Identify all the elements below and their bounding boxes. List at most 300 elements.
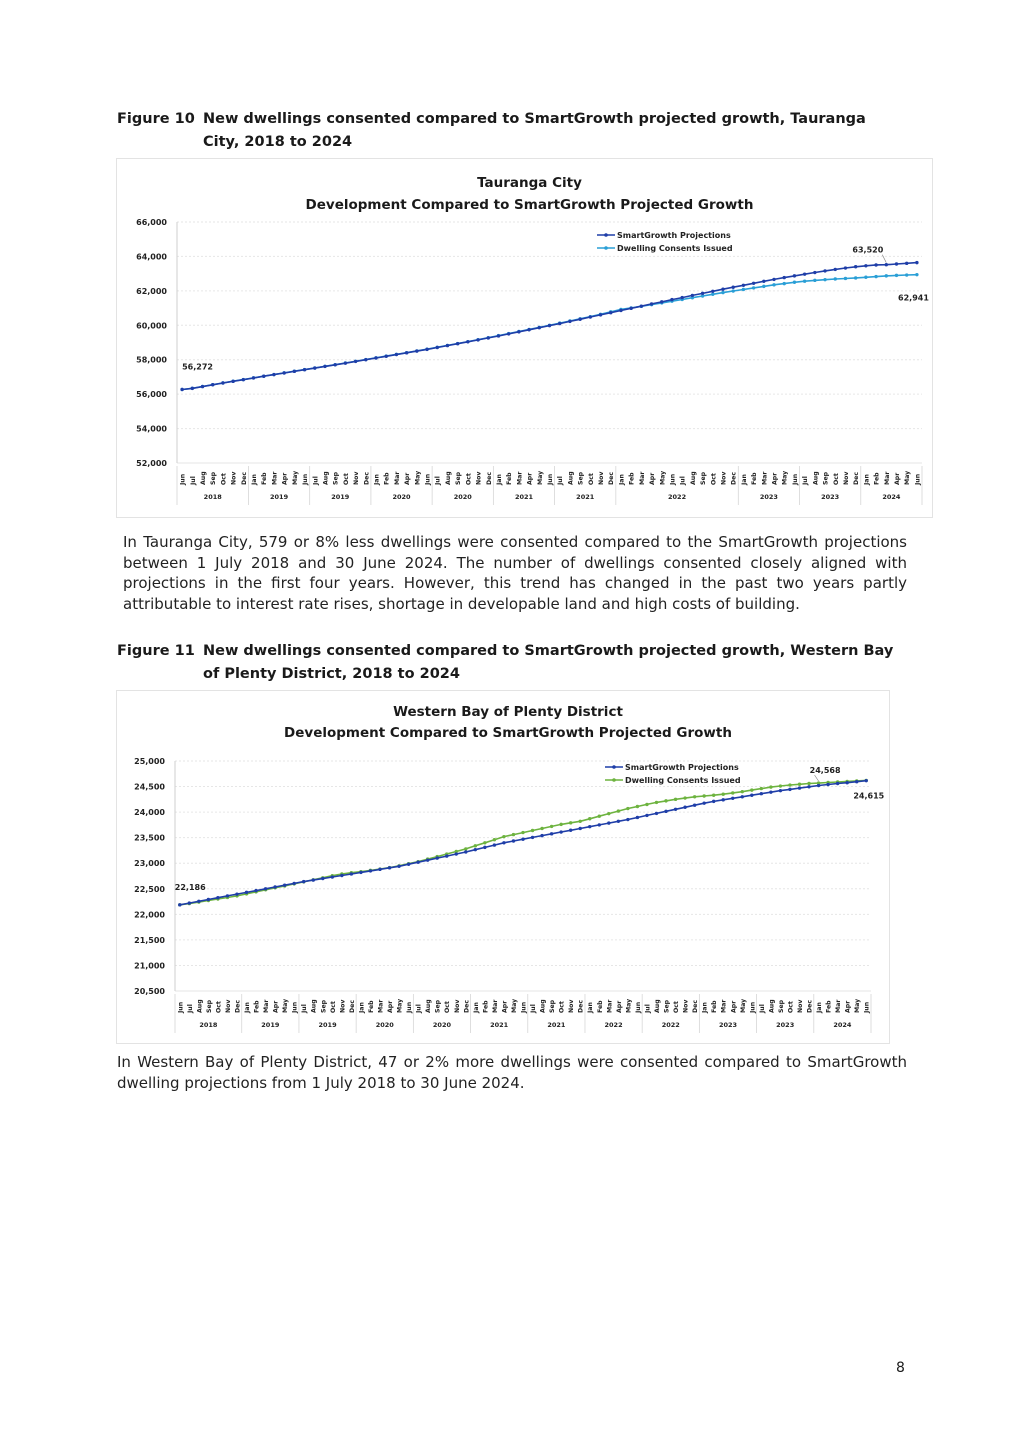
figure-10-title: New dwellings consented compared to SmartGrowth projected growth, Tauranga City, 2018 to 2024 xyxy=(203,111,866,150)
x-tick-label: Sep xyxy=(577,471,585,485)
x-tick-label: Jul xyxy=(679,476,687,485)
data-point xyxy=(731,791,734,794)
x-tick-label: Dec xyxy=(485,471,493,485)
year-label: 2018 xyxy=(199,1021,218,1029)
y-tick-label: 54,000 xyxy=(136,424,167,434)
x-tick-label: Oct xyxy=(558,1001,566,1013)
data-point xyxy=(197,900,200,903)
data-label: 63,520 xyxy=(852,245,884,255)
x-tick-label: Oct xyxy=(465,473,473,485)
data-label: 56,272 xyxy=(182,362,213,372)
data-point xyxy=(762,285,765,288)
x-tick-label: Jul xyxy=(530,1004,538,1013)
x-tick-label: Nov xyxy=(682,999,690,1013)
data-point xyxy=(742,284,745,287)
data-point xyxy=(674,808,677,811)
legend-label: Dwelling Consents Issued xyxy=(617,244,733,253)
x-tick-label: Jan xyxy=(701,1002,709,1013)
x-tick-label: Sep xyxy=(822,471,830,485)
x-tick-label: Oct xyxy=(444,1001,452,1013)
x-tick-label: Aug xyxy=(322,471,330,485)
data-point xyxy=(722,793,725,796)
data-point xyxy=(426,858,429,861)
data-point xyxy=(191,387,194,390)
legend-marker xyxy=(612,765,616,769)
x-tick-label: Oct xyxy=(329,1001,337,1013)
data-point xyxy=(752,286,755,289)
data-point xyxy=(588,817,591,820)
x-tick-label: Jun xyxy=(749,1001,757,1013)
x-tick-label: Mar xyxy=(883,471,891,485)
data-point xyxy=(283,884,286,887)
data-point xyxy=(340,874,343,877)
figure-10-number: Figure 10 xyxy=(117,111,195,127)
data-point xyxy=(395,353,398,356)
x-tick-label: Sep xyxy=(777,999,785,1013)
data-point xyxy=(589,315,592,318)
x-tick-label: Sep xyxy=(700,471,708,485)
x-tick-label: Mar xyxy=(377,999,385,1013)
data-point xyxy=(645,814,648,817)
x-tick-label: Oct xyxy=(342,473,350,485)
data-point xyxy=(436,346,439,349)
x-tick-label: Mar xyxy=(393,471,401,485)
data-point xyxy=(836,782,839,785)
chart-tauranga-svg xyxy=(117,159,932,517)
x-tick-label: Jul xyxy=(644,1004,652,1013)
data-point xyxy=(242,378,245,381)
data-point xyxy=(262,375,265,378)
x-tick-label: Apr xyxy=(771,472,779,485)
x-tick-label: Dec xyxy=(234,999,242,1013)
data-point xyxy=(235,892,238,895)
data-point xyxy=(813,279,816,282)
annotation-leader xyxy=(815,775,819,781)
data-point xyxy=(569,829,572,832)
year-label: 2021 xyxy=(547,1021,566,1029)
x-tick-label: Oct xyxy=(673,1001,681,1013)
x-tick-label: May xyxy=(904,470,912,485)
x-tick-label: May xyxy=(625,998,633,1013)
data-point xyxy=(626,807,629,810)
data-point xyxy=(793,281,796,284)
data-point xyxy=(497,334,500,337)
data-point xyxy=(252,376,255,379)
data-point xyxy=(807,785,810,788)
x-tick-label: Mar xyxy=(835,999,843,1013)
x-tick-label: Aug xyxy=(689,471,697,485)
y-tick-label: 22,000 xyxy=(134,910,165,920)
data-point xyxy=(517,330,520,333)
data-point xyxy=(405,351,408,354)
year-label: 2020 xyxy=(453,493,472,501)
data-point xyxy=(507,332,510,335)
chart-subtitle: Development Compared to SmartGrowth Projected Growth xyxy=(284,725,732,741)
x-tick-label: Jul xyxy=(312,476,320,485)
data-point xyxy=(599,313,602,316)
data-point xyxy=(350,872,353,875)
x-tick-label: Jan xyxy=(816,1002,824,1013)
data-point xyxy=(512,839,515,842)
x-tick-label: Feb xyxy=(628,472,636,485)
x-tick-label: Aug xyxy=(444,471,452,485)
x-tick-label: Feb xyxy=(261,472,269,485)
data-label: 62,941 xyxy=(898,293,929,303)
figure-11-title: New dwellings consented compared to SmartGrowth projected growth, Western Bay of Plenty District, 2018 to 2024 xyxy=(203,643,894,682)
data-point xyxy=(721,291,724,294)
data-point xyxy=(813,271,816,274)
data-point xyxy=(854,265,857,268)
data-point xyxy=(211,383,214,386)
x-tick-label: Mar xyxy=(720,999,728,1013)
x-tick-label: May xyxy=(414,470,422,485)
data-point xyxy=(607,821,610,824)
data-point xyxy=(674,798,677,801)
data-point xyxy=(864,264,867,267)
series-line xyxy=(180,781,866,905)
paragraph-wbop: In Western Bay of Plenty District, 47 or 2% more dwellings were consented compared to SmartGrowth dwelling projections from 1 July 2018 to 30 June 2024. xyxy=(117,1053,907,1092)
x-tick-label: Feb xyxy=(825,1000,833,1013)
data-point xyxy=(369,869,372,872)
data-point xyxy=(783,276,786,279)
x-tick-label: Jan xyxy=(373,474,381,485)
legend-marker xyxy=(604,233,608,237)
x-tick-label: Jun xyxy=(302,473,310,485)
x-tick-label: Apr xyxy=(893,472,901,485)
data-label: 22,186 xyxy=(174,882,206,892)
x-tick-label: May xyxy=(291,470,299,485)
x-tick-label: Dec xyxy=(577,999,585,1013)
data-point xyxy=(548,324,551,327)
data-point xyxy=(416,861,419,864)
data-point xyxy=(527,328,530,331)
x-tick-label: Aug xyxy=(425,999,433,1013)
x-tick-label: May xyxy=(854,998,862,1013)
legend-label: SmartGrowth Projections xyxy=(625,763,739,772)
x-tick-label: Sep xyxy=(549,999,557,1013)
data-point xyxy=(722,798,725,801)
chart-wbop xyxy=(116,690,890,1044)
y-tick-label: 20,500 xyxy=(134,987,165,996)
year-label: 2022 xyxy=(661,1021,680,1029)
x-tick-label: Mar xyxy=(271,471,279,485)
chart-tauranga xyxy=(116,158,933,518)
x-tick-label: Mar xyxy=(516,471,524,485)
data-point xyxy=(483,846,486,849)
year-label: 2021 xyxy=(576,493,595,501)
x-tick-label: May xyxy=(659,470,667,485)
data-point xyxy=(834,268,837,271)
x-tick-label: Oct xyxy=(787,1001,795,1013)
data-point xyxy=(750,788,753,791)
chart-title: Tauranga City xyxy=(477,175,582,191)
data-point xyxy=(474,844,477,847)
x-tick-label: Nov xyxy=(475,471,483,485)
x-tick-label: May xyxy=(396,998,404,1013)
data-point xyxy=(660,300,663,303)
legend-marker xyxy=(604,246,608,250)
x-tick-label: Jul xyxy=(802,476,810,485)
data-point xyxy=(464,850,467,853)
x-tick-label: Sep xyxy=(210,471,218,485)
x-tick-label: Nov xyxy=(353,471,361,485)
y-tick-label: 52,000 xyxy=(136,459,167,468)
data-point xyxy=(323,365,326,368)
data-point xyxy=(538,326,541,329)
x-tick-label: Apr xyxy=(501,1000,509,1013)
x-tick-label: Sep xyxy=(332,471,340,485)
x-tick-label: Jun xyxy=(791,473,799,485)
year-label: 2024 xyxy=(882,493,901,501)
x-tick-label: Feb xyxy=(873,472,881,485)
x-tick-label: Jan xyxy=(358,1002,366,1013)
data-point xyxy=(864,276,867,279)
year-label: 2023 xyxy=(776,1021,795,1029)
data-point xyxy=(626,818,629,821)
data-point xyxy=(650,302,653,305)
data-point xyxy=(293,370,296,373)
data-point xyxy=(231,380,234,383)
data-point xyxy=(559,830,562,833)
x-tick-label: Apr xyxy=(649,472,657,485)
figure-11-number: Figure 11 xyxy=(117,643,195,659)
data-point xyxy=(702,801,705,804)
legend-label: SmartGrowth Projections xyxy=(617,231,731,240)
x-tick-label: Apr xyxy=(526,472,534,485)
year-label: 2020 xyxy=(392,493,411,501)
year-label: 2021 xyxy=(514,493,534,501)
y-tick-label: 23,500 xyxy=(134,833,165,843)
data-point xyxy=(598,815,601,818)
x-tick-label: May xyxy=(536,470,544,485)
y-tick-label: 60,000 xyxy=(136,321,167,331)
x-tick-label: Jun xyxy=(406,1001,414,1013)
data-point xyxy=(502,841,505,844)
data-point xyxy=(895,274,898,277)
x-tick-label: Nov xyxy=(842,471,850,485)
x-tick-label: Aug xyxy=(196,999,204,1013)
x-tick-label: Jun xyxy=(914,473,922,485)
year-label: 2019 xyxy=(331,493,350,501)
data-point xyxy=(493,838,496,841)
x-tick-label: Apr xyxy=(844,1000,852,1013)
x-tick-label: Aug xyxy=(567,471,575,485)
data-point xyxy=(760,787,763,790)
x-tick-label: Dec xyxy=(806,999,814,1013)
data-point xyxy=(201,385,204,388)
x-tick-label: Jun xyxy=(547,473,554,485)
year-label: 2023 xyxy=(759,493,778,501)
data-point xyxy=(691,294,694,297)
year-label: 2019 xyxy=(270,493,289,501)
x-tick-label: Dec xyxy=(853,471,861,485)
data-point xyxy=(762,280,765,283)
x-tick-label: Apr xyxy=(272,1000,280,1013)
data-point xyxy=(407,863,410,866)
x-tick-label: Aug xyxy=(812,471,820,485)
data-point xyxy=(731,797,734,800)
data-point xyxy=(254,889,257,892)
data-point xyxy=(550,832,553,835)
x-tick-label: Oct xyxy=(220,473,228,485)
year-label: 2023 xyxy=(821,493,840,501)
data-point xyxy=(798,786,801,789)
data-point xyxy=(455,852,458,855)
data-point xyxy=(772,283,775,286)
y-tick-label: 56,000 xyxy=(136,390,167,400)
data-point xyxy=(378,868,381,871)
data-point xyxy=(321,877,324,880)
data-point xyxy=(752,282,755,285)
data-point xyxy=(683,796,686,799)
x-tick-label: Feb xyxy=(711,1000,719,1013)
x-tick-label: Jan xyxy=(495,474,503,485)
data-point xyxy=(702,794,705,797)
legend-marker xyxy=(612,778,616,782)
data-point xyxy=(178,903,181,906)
x-tick-label: Feb xyxy=(751,472,759,485)
data-point xyxy=(540,827,543,830)
x-tick-label: Jul xyxy=(758,1004,766,1013)
data-point xyxy=(272,373,275,376)
data-point xyxy=(701,292,704,295)
data-point xyxy=(354,360,357,363)
x-tick-label: Feb xyxy=(596,1000,604,1013)
x-tick-label: Aug xyxy=(200,471,208,485)
data-point xyxy=(397,865,400,868)
y-tick-label: 24,000 xyxy=(134,808,165,818)
y-tick-label: 21,500 xyxy=(134,935,165,945)
data-point xyxy=(456,342,459,345)
data-point xyxy=(895,262,898,265)
data-point xyxy=(721,288,724,291)
page-number: 8 xyxy=(896,1360,905,1376)
x-tick-label: May xyxy=(739,998,747,1013)
x-tick-label: Oct xyxy=(215,1001,223,1013)
x-tick-label: Feb xyxy=(367,1000,375,1013)
x-tick-label: Jan xyxy=(587,1002,595,1013)
x-tick-label: Jun xyxy=(520,1001,528,1013)
data-point xyxy=(741,795,744,798)
x-tick-label: Sep xyxy=(434,999,442,1013)
x-tick-label: Apr xyxy=(404,472,412,485)
x-tick-label: Jul xyxy=(301,1004,309,1013)
x-tick-label: Oct xyxy=(832,473,840,485)
x-tick-label: Dec xyxy=(363,471,371,485)
data-point xyxy=(207,898,210,901)
y-tick-label: 62,000 xyxy=(136,286,167,296)
x-tick-label: Jun xyxy=(179,473,187,485)
data-point xyxy=(464,847,467,850)
data-point xyxy=(579,820,582,823)
data-point xyxy=(559,823,562,826)
data-point xyxy=(905,262,908,265)
data-point xyxy=(731,289,734,292)
data-point xyxy=(844,277,847,280)
data-point xyxy=(793,274,796,277)
data-point xyxy=(531,829,534,832)
data-point xyxy=(711,293,714,296)
x-tick-label: Aug xyxy=(653,999,661,1013)
x-tick-label: Nov xyxy=(598,471,606,485)
x-tick-label: May xyxy=(781,470,789,485)
data-point xyxy=(788,788,791,791)
year-label: 2022 xyxy=(668,493,687,501)
data-point xyxy=(569,821,572,824)
data-point xyxy=(313,366,316,369)
data-point xyxy=(779,789,782,792)
x-tick-label: Nov xyxy=(720,471,728,485)
x-tick-label: Dec xyxy=(348,999,356,1013)
x-tick-label: May xyxy=(510,998,518,1013)
x-tick-label: Nov xyxy=(568,999,576,1013)
data-point xyxy=(331,875,334,878)
x-tick-label: Sep xyxy=(663,999,671,1013)
data-point xyxy=(385,355,388,358)
year-label: 2018 xyxy=(203,493,222,501)
x-tick-label: Jun xyxy=(863,1001,871,1013)
annotation-leader xyxy=(882,255,886,263)
data-point xyxy=(823,269,826,272)
data-point xyxy=(772,278,775,281)
data-point xyxy=(521,838,524,841)
data-point xyxy=(483,841,486,844)
x-tick-label: Mar xyxy=(491,999,499,1013)
data-point xyxy=(226,894,229,897)
data-point xyxy=(742,288,745,291)
data-point xyxy=(474,848,477,851)
data-point xyxy=(188,901,191,904)
data-point xyxy=(750,794,753,797)
x-tick-label: Jul xyxy=(186,1004,194,1013)
x-tick-label: Dec xyxy=(730,471,738,485)
x-tick-label: Nov xyxy=(796,999,804,1013)
data-point xyxy=(512,833,515,836)
data-point xyxy=(282,371,285,374)
data-point xyxy=(865,779,868,782)
data-point xyxy=(783,282,786,285)
data-point xyxy=(803,280,806,283)
data-point xyxy=(446,344,449,347)
data-point xyxy=(885,263,888,266)
data-point xyxy=(834,277,837,280)
y-tick-label: 22,500 xyxy=(134,884,165,894)
data-point xyxy=(915,261,918,264)
x-tick-label: Jun xyxy=(291,1001,299,1013)
y-tick-label: 23,000 xyxy=(134,859,165,869)
data-point xyxy=(180,388,183,391)
data-point xyxy=(803,272,806,275)
data-point xyxy=(845,781,848,784)
data-label: 24,568 xyxy=(809,766,841,776)
data-point xyxy=(655,812,658,815)
data-point xyxy=(617,820,620,823)
data-point xyxy=(915,273,918,276)
data-point xyxy=(388,866,391,869)
x-tick-label: Jul xyxy=(415,1004,423,1013)
year-label: 2019 xyxy=(318,1021,337,1029)
data-point xyxy=(415,349,418,352)
data-point xyxy=(609,311,612,314)
data-point xyxy=(636,805,639,808)
data-point xyxy=(874,275,877,278)
data-point xyxy=(617,809,620,812)
x-tick-label: Feb xyxy=(482,1000,490,1013)
x-tick-label: Apr xyxy=(615,1000,623,1013)
data-point xyxy=(731,286,734,289)
x-tick-label: Feb xyxy=(253,1000,261,1013)
y-tick-label: 25,000 xyxy=(134,757,165,766)
